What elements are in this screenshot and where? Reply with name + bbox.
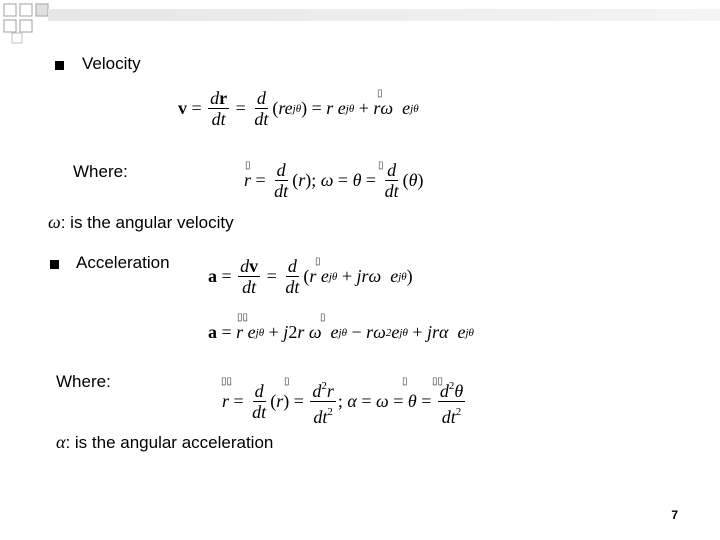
velocity-equation: v = $\frac{dr}{dt}$ = $\frac{d}{dt}$ ( re jθ ) = r e jθ + rω e jθ [178, 88, 419, 129]
derivative-dot-marker: ▯ [284, 376, 290, 387]
alpha-definition-equation: r = $\frac{d}{dt}$ ( r ) = $\frac{d^2r}{dt^2}$ ; α = ω = θ = $\frac{d^2\theta}{dt^2}$ [222, 376, 467, 427]
omega-text: : is the angular velocity [60, 213, 234, 232]
acceleration-heading: Acceleration [76, 253, 170, 272]
alpha-text: : is the angular acceleration [65, 433, 274, 452]
alpha-symbol: α [56, 432, 66, 452]
derivative-dot-marker: ▯ [377, 88, 383, 99]
alpha-description [56, 432, 273, 453]
derivative-dot-marker: ▯ [315, 256, 321, 267]
omega-definition-equation: r = $\frac{d}{dt}$ ( r ); ω = θ = $\frac{d}{dt}$ ( θ ) [244, 160, 424, 201]
derivative-dot-marker: ▯ [378, 160, 384, 171]
where-label-velocity: Where: [73, 162, 128, 181]
bullet-square [55, 61, 64, 70]
decorative-squares [0, 0, 60, 48]
omega-symbol: ω [48, 212, 61, 232]
acceleration-equation-1: a = $\frac{dv}{dt}$ = $\frac{d}{dt}$ ( r e jθ + jrω e jθ ) [208, 256, 413, 297]
derivative-dot-marker: ▯ [402, 376, 408, 387]
derivative-dot-marker: ▯▯ [221, 376, 233, 387]
omega-description [48, 212, 234, 233]
page-number: 7 [671, 508, 678, 522]
derivative-dot-marker: ▯ [245, 160, 251, 171]
header-bar [48, 9, 720, 21]
derivative-dot-marker: ▯▯ [237, 312, 249, 323]
derivative-dot-marker: ▯▯ [432, 376, 444, 387]
derivative-dot-marker: ▯ [320, 312, 326, 323]
bullet-square [50, 260, 59, 269]
velocity-heading: Velocity [82, 54, 141, 73]
acceleration-equation-2: a = r e jθ + j 2 r ω e jθ − rω 2 e jθ + jrα e jθ [208, 322, 474, 342]
where-label-acceleration: Where: [56, 372, 111, 391]
